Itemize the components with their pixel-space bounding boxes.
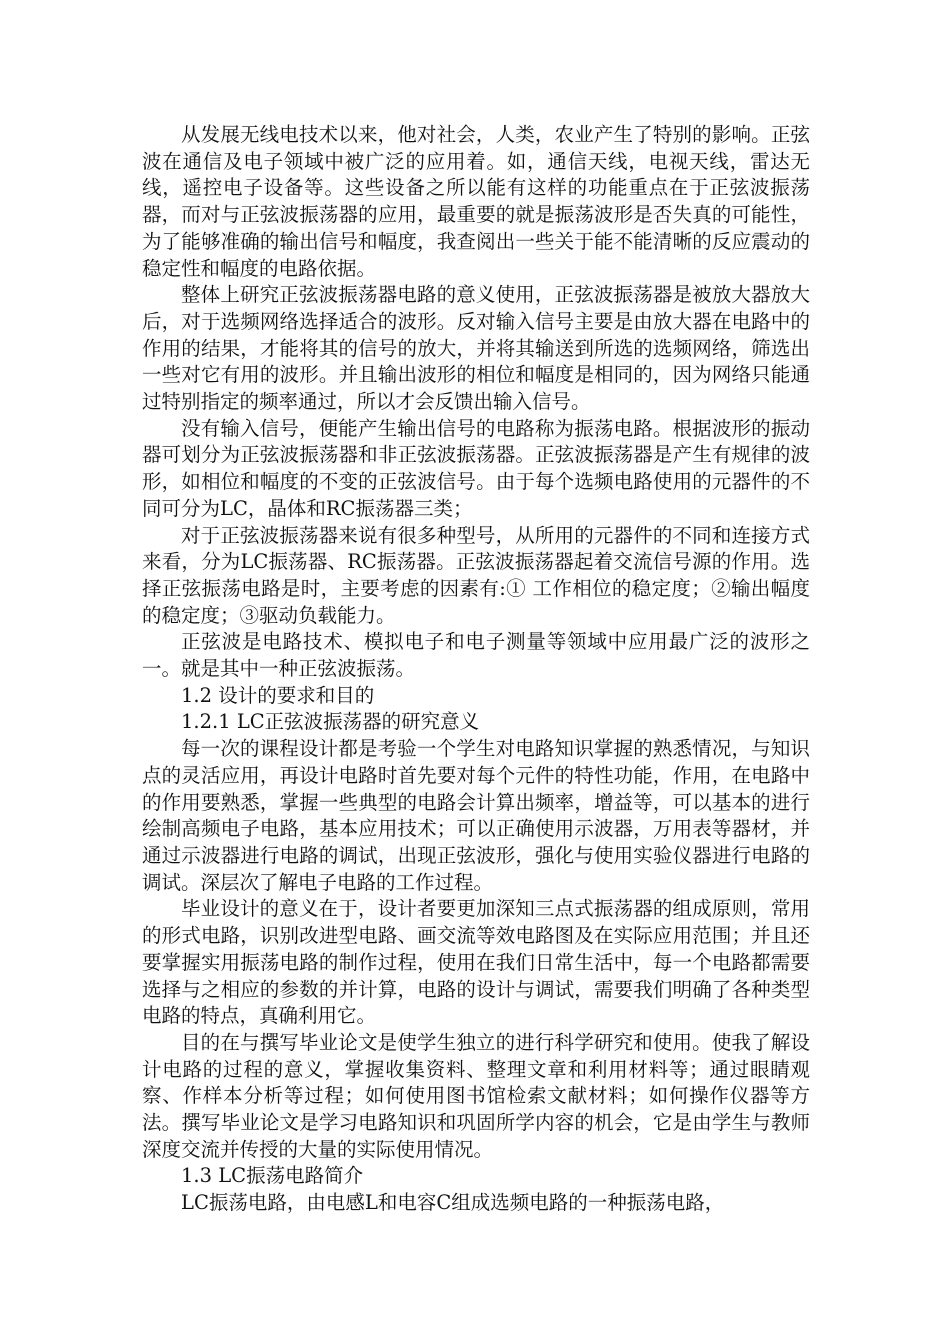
paragraph-sine-wave: 正弦波是电路技术、模拟电子和电子测量等领域中应用最广泛的波形之一。就是其中一种正弦波振荡。 [142, 630, 810, 681]
section-heading-1-2: 1.2 设计的要求和目的 [181, 683, 375, 707]
paragraph-course-design: 每一次的课程设计都是考验一个学生对电路知识掌握的熟悉情况，与知识点的灵活应用，再设计电路时首先要对每个元件的特性功能，作用，在电路中的作用要熟悉，掌握一些典型的电路会计算出频率，增益等，可以基本的进行绘制高频电子电路，基本应用技术；可以正确使用示波器，万用表等器材，并通过示波器进行电路的调试，出现正弦波形，强化与使用实验仪器进行电路的调试。深层次了解电子电路的工作过程。 [142, 737, 810, 894]
paragraph-lc-intro: LC振荡电路，由电感L和电容C组成选频电路的一种振荡电路， [181, 1191, 725, 1215]
section-heading-1-3: 1.3 LC振荡电路简介 [181, 1164, 364, 1188]
section-heading-1-2-1: 1.2.1 LC正弦波振荡器的研究意义 [181, 710, 480, 734]
paragraph-research-meaning: 整体上研究正弦波振荡器电路的意义使用，正弦波振荡器是被放大器放大后，对于选频网络选择适合的波形。反对输入信号主要是由放大器在电路中的作用的结果，才能将其的信号的放大，并将其输送到所选的选频网络，筛选出一些对它有用的波形。并且输出波形的相位和幅度是相同的，因为网络只能通过特别指定的频率通过，所以才会反馈出输入信号。 [142, 283, 810, 414]
paragraph-intro-applications: 从发展无线电技术以来，他对社会，人类，农业产生了特别的影响。正弦波在通信及电子领域中被广泛的应用着。如，通信天线，电视天线，雷达无线，遥控电子设备等。这些设备之所以能有这样的功能重点在于正弦波振荡器，而对与正弦波振荡器的应用，最重要的就是振荡波形是否失真的可能性，为了能够准确的输出信号和幅度，我查阅出一些关于能不能清晰的反应震动的稳定性和幅度的电路依据。 [142, 123, 810, 280]
paragraph-oscillator-classification: 没有输入信号，便能产生输出信号的电路称为振荡电路。根据波形的振动器可划分为正弦波振荡器和非正弦波振荡器。正弦波振荡器是产生有规律的波形，如相位和幅度的不变的正弦波信号。由于每个选频电路使用的元器件的不同可分为LC，晶体和RC振荡器三类； [142, 416, 810, 520]
document-page [142, 122, 810, 1217]
paragraph-purpose: 目的在与撰写毕业论文是使学生独立的进行科学研究和使用。使我了解设计电路的过程的意义，掌握收集资料、整理文章和利用材料等；通过眼睛观察、作样本分析等过程；如何使用图书馆检索文献材料；如何操作仪器等方法。撰写毕业论文是学习电路知识和巩固所学内容的机会，它是由学生与教师深度交流并传授的大量的实际使用情况。 [142, 1030, 810, 1161]
paragraph-oscillator-types: 对于正弦波振荡器来说有很多种型号，从所用的元器件的不同和连接方式来看，分为LC振荡器、RC振荡器。正弦波振荡器起着交流信号源的作用。选择正弦振荡电路是时，主要考虑的因素有:① 工作相位的稳定度；②输出幅度的稳定度；③驱动负载能力。 [142, 523, 810, 627]
paragraph-graduation-design: 毕业设计的意义在于，设计者要更加深知三点式振荡器的组成原则，常用的形式电路，识别改进型电路、画交流等效电路图及在实际应用范围；并且还要掌握实用振荡电路的制作过程，使用在我们日常生活中，每一个电路都需要选择与之相应的参数的并计算，电路的设计与调试，需要我们明确了各种类型电路的特点，真确利用它。 [142, 897, 810, 1028]
